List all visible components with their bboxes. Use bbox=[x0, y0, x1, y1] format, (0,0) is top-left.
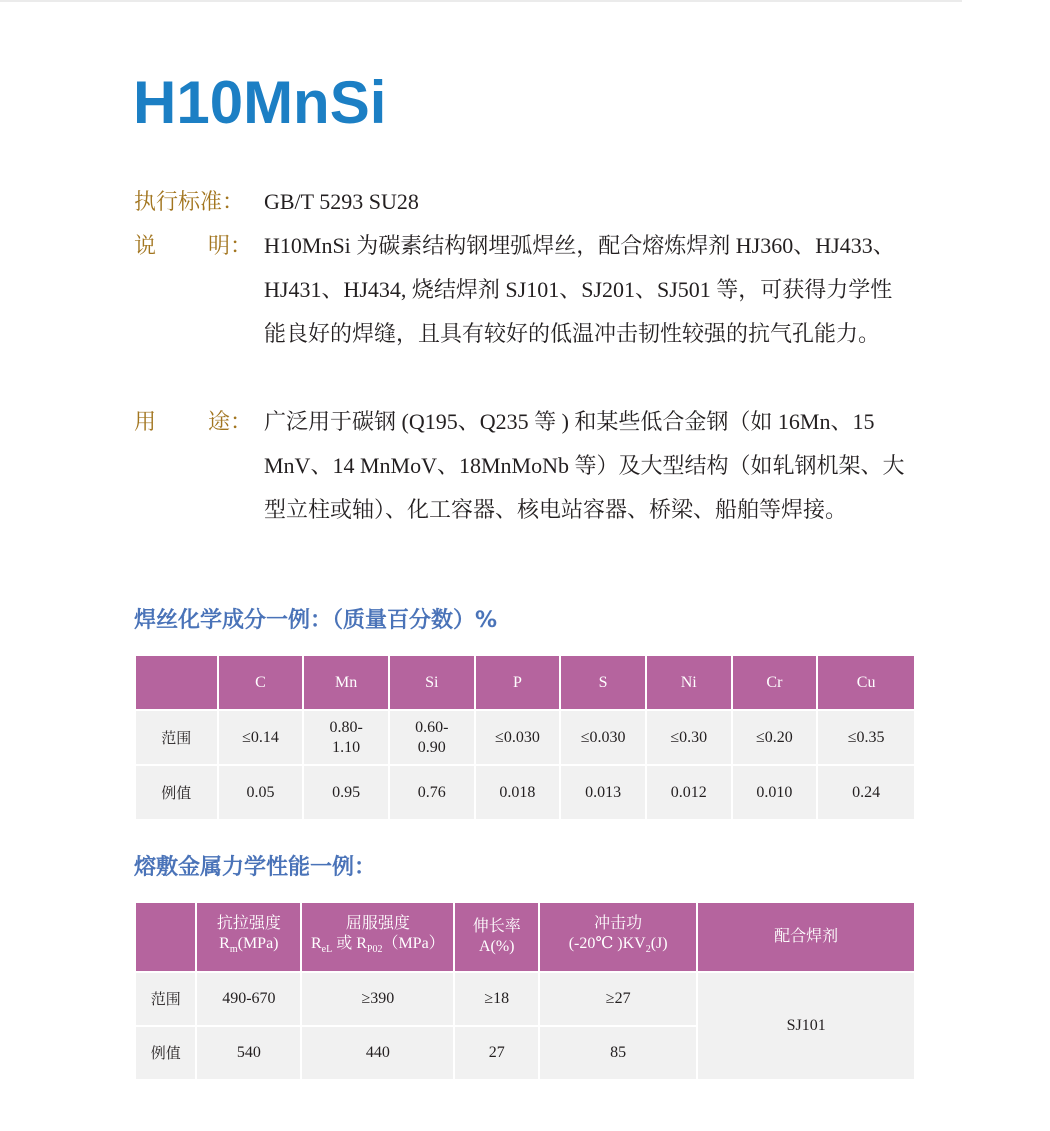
mech-cell: 540 bbox=[197, 1027, 300, 1079]
chem-cell: 0.013 bbox=[561, 766, 645, 819]
chem-header-row bbox=[136, 656, 914, 709]
mech-cell: ≥18 bbox=[455, 973, 538, 1025]
info-text-description: H10MnSi 为碳素结构钢埋弧焊丝，配合熔炼焊剂 HJ360、HJ433、HJ431、HJ434, 烧结焊剂 SJ101、SJ201、SJ501 等，可获得力学性能良好的焊缝，且具有较好的低温冲击韧性较强的抗气孔能力。 bbox=[264, 233, 895, 346]
chem-cell: ≤0.14 bbox=[219, 711, 303, 764]
chem-cell: ≤0.030 bbox=[561, 711, 645, 764]
chem-col-s: S bbox=[561, 656, 645, 709]
mech-col-impact: 冲击功 (-20℃ )$KV_2(J)$ bbox=[540, 903, 696, 971]
chem-col-cu: Cu bbox=[818, 656, 914, 709]
chem-cell: ≤0.35 bbox=[818, 711, 914, 764]
chem-col-ni: Ni bbox=[647, 656, 731, 709]
chem-cell: 0.012 bbox=[647, 766, 731, 819]
chem-col-cr: Cr bbox=[733, 656, 817, 709]
page-title: H10MnSi bbox=[133, 69, 387, 136]
chem-cell: 0.05 bbox=[219, 766, 303, 819]
mech-row-label: 例值 bbox=[136, 1027, 195, 1079]
chem-cell: 0.018 bbox=[476, 766, 560, 819]
chem-heading: 焊丝化学成分一例：（质量百分数）% bbox=[134, 608, 498, 633]
mech-header-row bbox=[136, 903, 914, 971]
chem-cell: 0.95 bbox=[304, 766, 388, 819]
mech-cell: 85 bbox=[540, 1027, 696, 1079]
mech-heading: 熔敷金属力学性能一例： bbox=[134, 855, 377, 880]
mech-col-yield: 屈服强度 $R_{eL}$ 或 $R_{P02}(MPa)$ bbox=[302, 903, 453, 971]
info-label-standard: 执行标准： bbox=[134, 189, 245, 214]
mech-cell: ≥390 bbox=[302, 973, 453, 1025]
chem-cell: 0.76 bbox=[390, 766, 474, 819]
chem-col-mn: Mn bbox=[304, 656, 388, 709]
mech-col-flux: 配合焊剂 bbox=[698, 903, 914, 971]
mech-cell: ≥27 bbox=[540, 973, 696, 1025]
chem-cell: 0.24 bbox=[818, 766, 914, 819]
chem-cell: ≤0.20 bbox=[733, 711, 817, 764]
table-row bbox=[136, 766, 914, 819]
mech-col-tensile: 抗拉强度 $R_m(MPa)$ bbox=[197, 903, 300, 971]
chem-col-blank bbox=[136, 656, 217, 709]
chem-cell: 0.010 bbox=[733, 766, 817, 819]
chem-cell: 0.60- 0.90 bbox=[390, 711, 474, 764]
info-text-standard: GB/T 5293 SU28 bbox=[264, 189, 419, 214]
info-label-description: 说 明： bbox=[134, 233, 253, 258]
chem-col-si: Si bbox=[390, 656, 474, 709]
chem-col-c: C bbox=[219, 656, 303, 709]
mech-col-blank bbox=[136, 903, 195, 971]
chem-cell: ≤0.30 bbox=[647, 711, 731, 764]
mech-table bbox=[134, 901, 916, 1081]
info-label-usage: 用 途： bbox=[134, 409, 253, 434]
chem-col-p: P bbox=[476, 656, 560, 709]
chem-cell: ≤0.030 bbox=[476, 711, 560, 764]
chem-cell: 0.80- 1.10 bbox=[304, 711, 388, 764]
top-divider bbox=[0, 0, 962, 2]
mech-cell: 27 bbox=[455, 1027, 538, 1079]
info-text-usage: 广泛用于碳钢 (Q195、Q235 等 ) 和某些低合金钢（如 16Mn、15 MnV、14 MnMoV、18MnMoNb 等）及大型结构（如轧钢机架、大型立柱或轴）、化工容器、核电站容器、桥梁、船舶等焊接。 bbox=[264, 409, 905, 522]
table-row bbox=[136, 711, 914, 764]
mech-col-elongation: 伸长率 A(%) bbox=[455, 903, 538, 971]
mech-row-label: 范围 bbox=[136, 973, 195, 1025]
chem-row-label: 例值 bbox=[136, 766, 217, 819]
chem-row-label: 范围 bbox=[136, 711, 217, 764]
mech-flux-cell: SJ101 bbox=[698, 973, 914, 1079]
mech-cell: 440 bbox=[302, 1027, 453, 1079]
table-row bbox=[136, 973, 914, 1025]
chem-table bbox=[134, 654, 916, 821]
mech-cell: 490-670 bbox=[197, 973, 300, 1025]
